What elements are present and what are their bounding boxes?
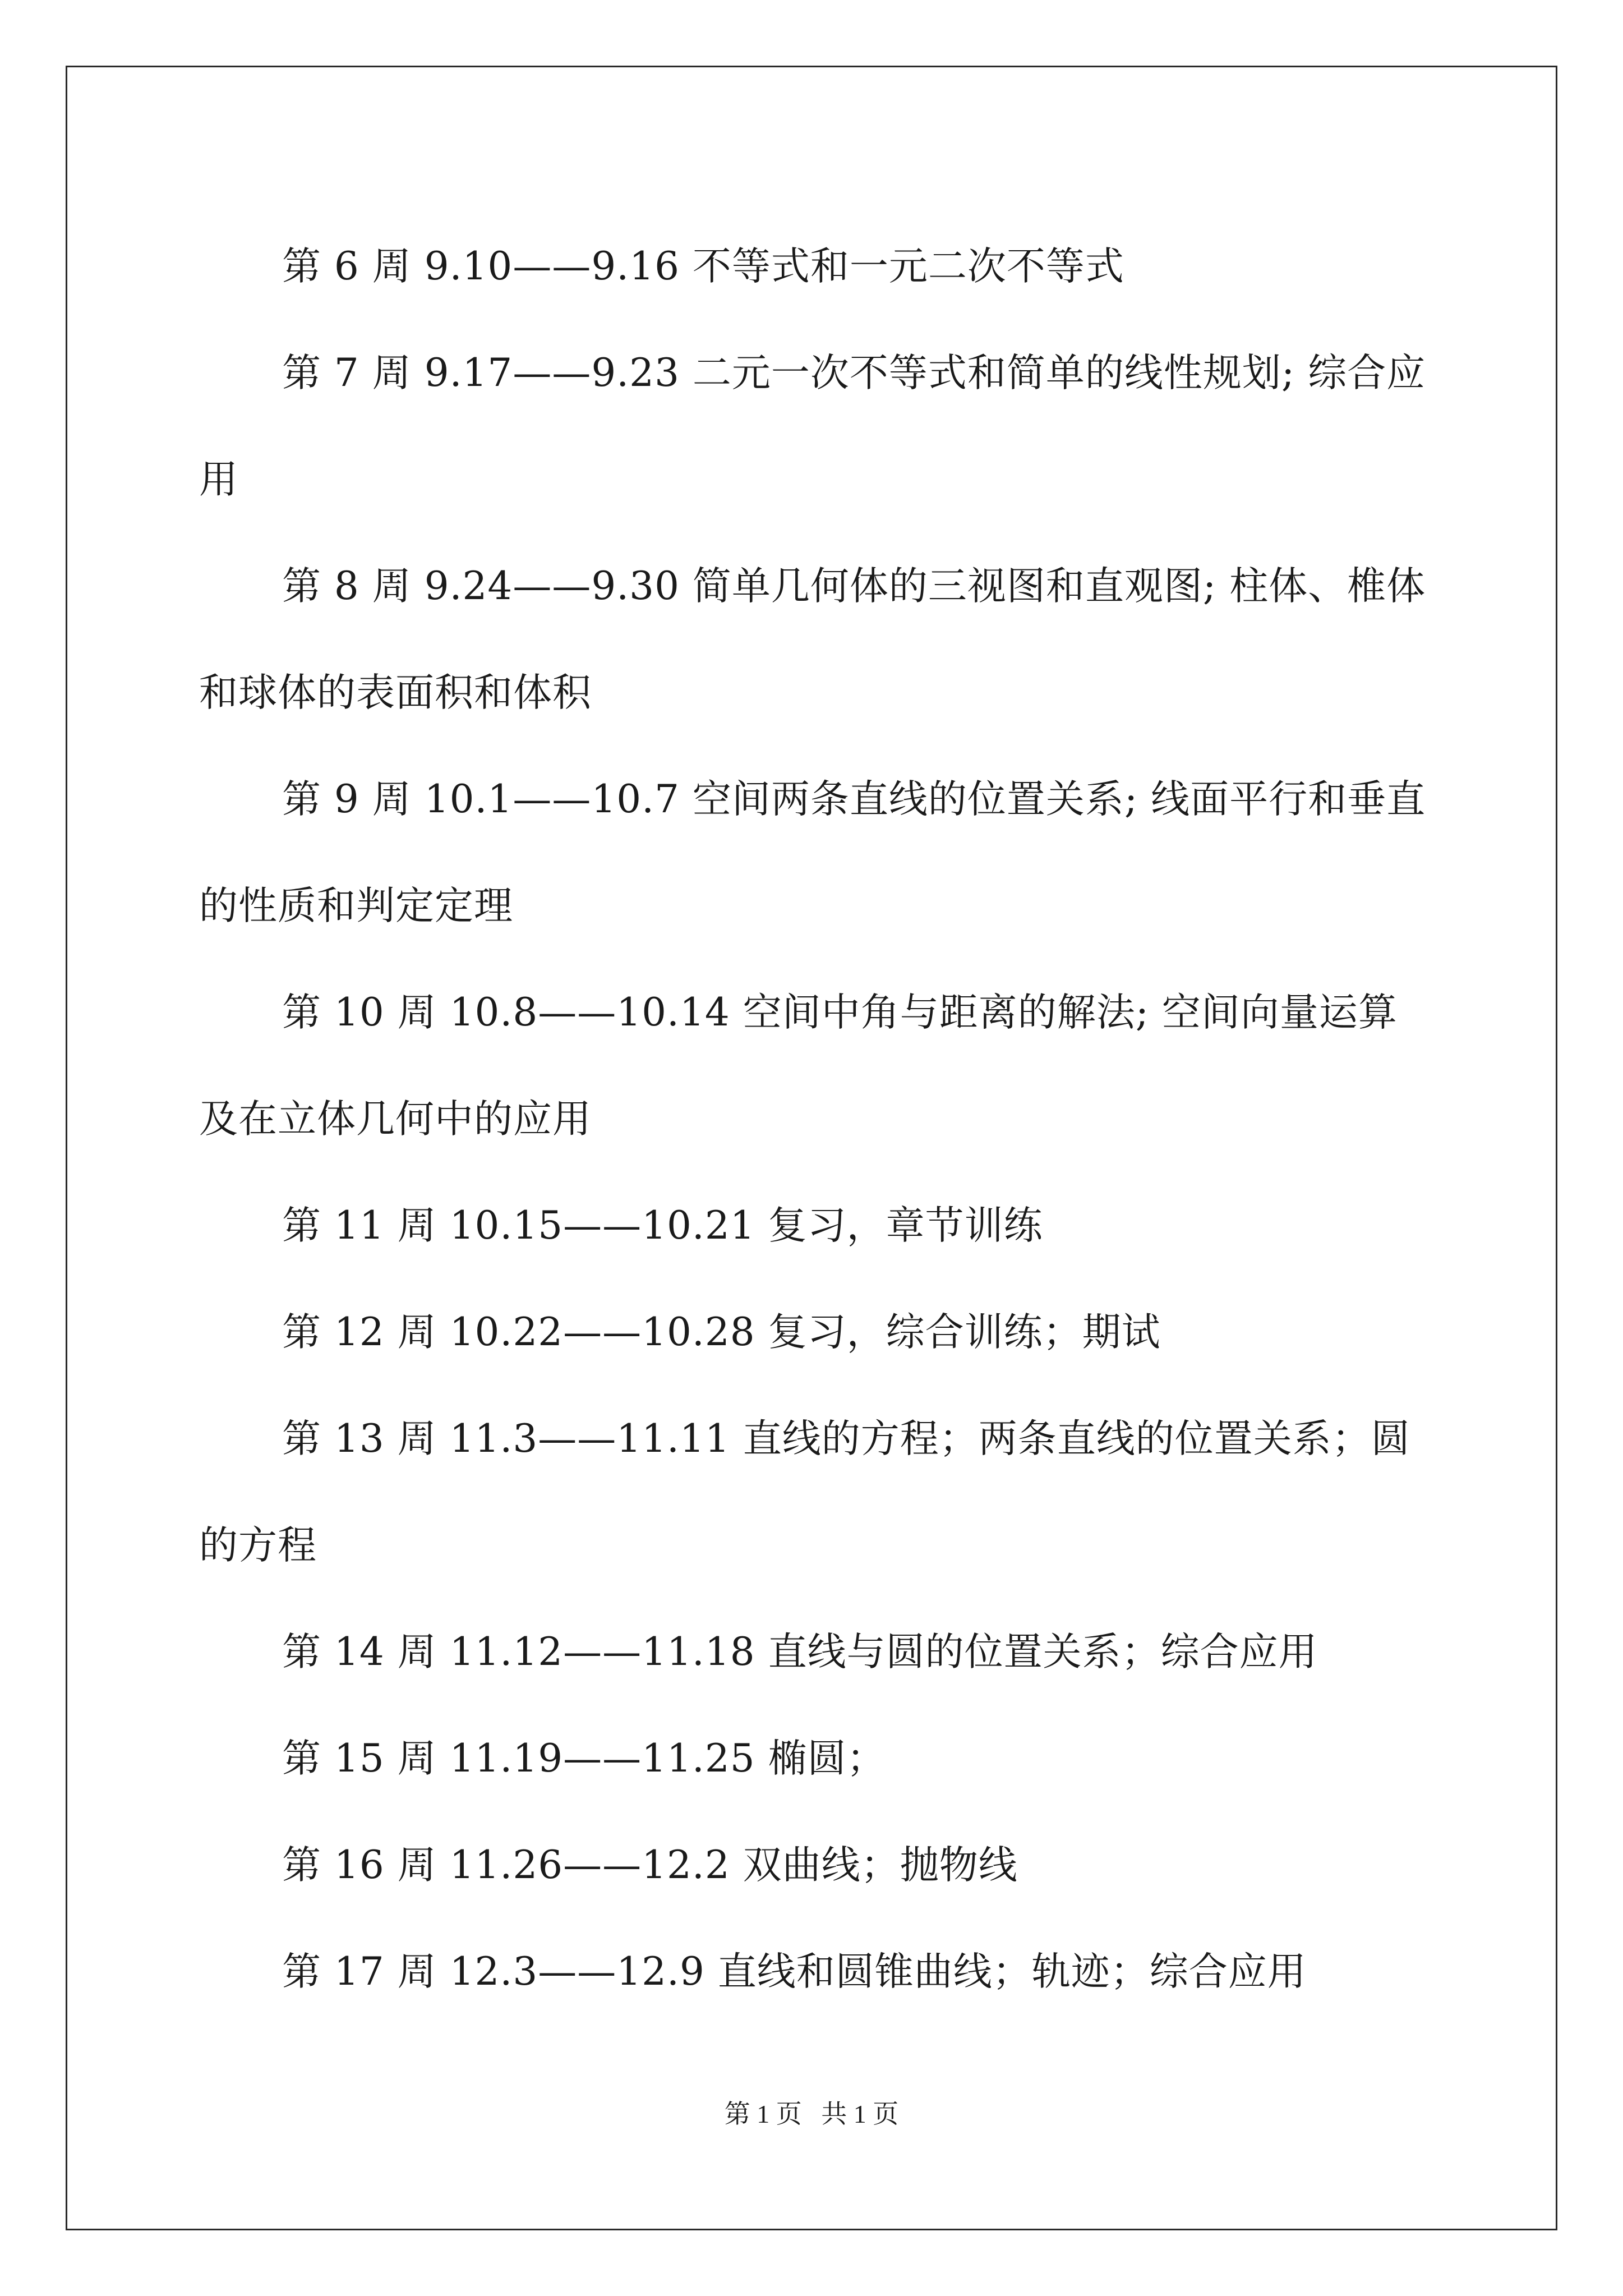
schedule-paragraph: 第 9 周 10.1——10.7 空间两条直线的位置关系; 线面平行和垂直的性质和判定定理 (199, 777, 1426, 928)
schedule-paragraph: 第 11 周 10.15——10.21 复习，章节训练 (282, 1203, 1043, 1248)
schedule-paragraph: 第 8 周 9.24——9.30 简单几何体的三视图和直观图; 柱体、椎体和球体的表面积和体积 (199, 564, 1426, 715)
schedule-paragraph: 第 13 周 11.3——11.11 直线的方程；两条直线的位置关系；圆的方程 (199, 1416, 1410, 1568)
schedule-paragraph: 第 17 周 12.3——12.9 直线和圆锥曲线；轨迹；综合应用 (282, 1949, 1307, 1994)
schedule-paragraph: 第 6 周 9.10——9.16 不等式和一元二次不等式 (282, 244, 1124, 289)
schedule-paragraph: 第 12 周 10.22——10.28 复习，综合训练；期试 (282, 1310, 1161, 1355)
schedule-paragraph: 第 15 周 11.19——11.25 椭圆； (282, 1736, 886, 1781)
schedule-paragraph: 第 16 周 11.26——12.2 双曲线；抛物线 (282, 1843, 1018, 1888)
schedule-paragraph: 第 14 周 11.12——11.18 直线与圆的位置关系；综合应用 (282, 1630, 1318, 1674)
document-body (199, 213, 1427, 2025)
page-number-footer: 第 1 页 共 1 页 (724, 2100, 899, 2128)
schedule-paragraph: 第 10 周 10.8——10.14 空间中角与距离的解法; 空间向量运算及在立体几何中的应用 (199, 990, 1398, 1142)
schedule-paragraph: 第 7 周 9.17——9.23 二元一次不等式和简单的线性规划; 综合应用 (199, 351, 1426, 502)
